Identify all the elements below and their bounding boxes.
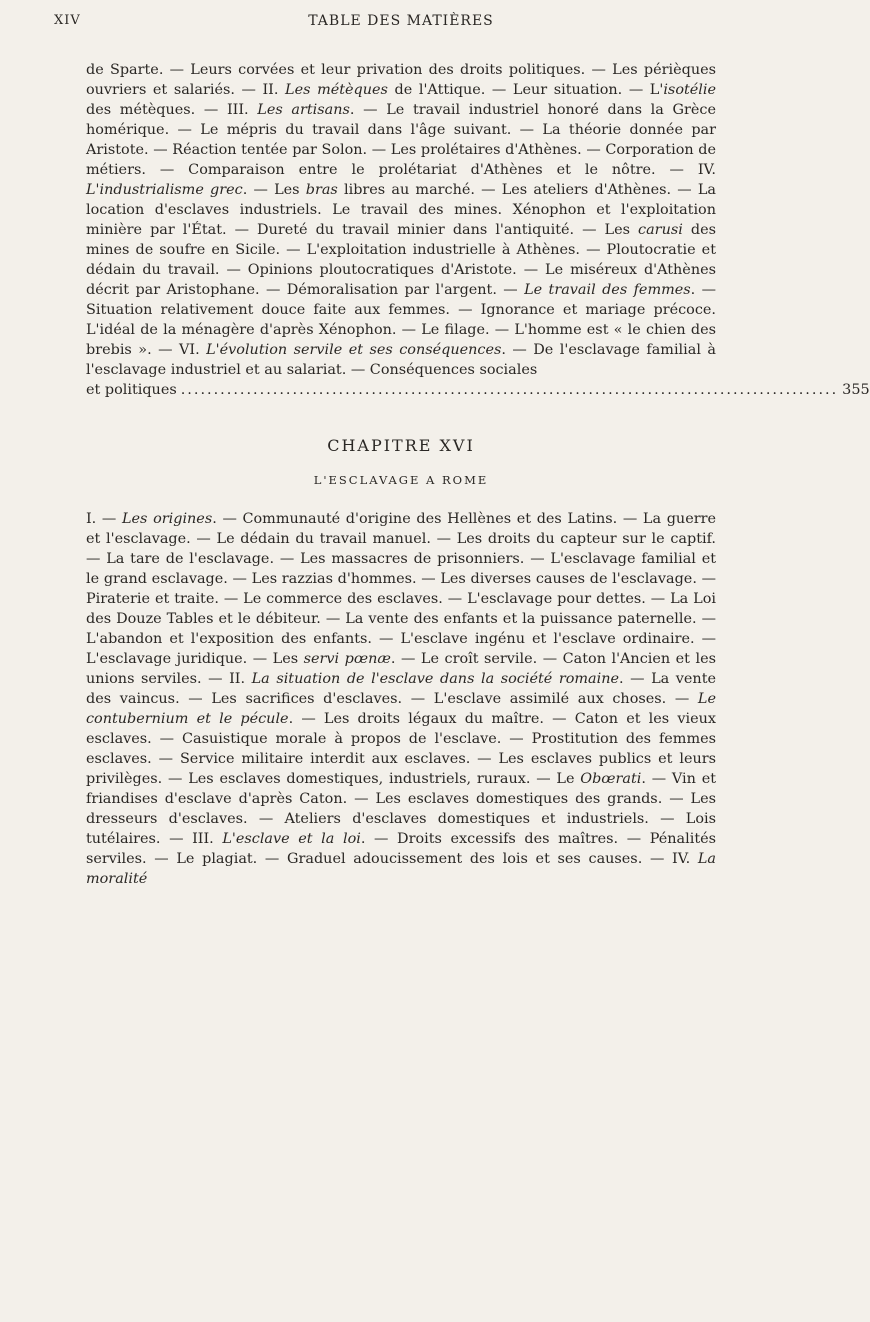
toc-entry-chapter-xv-summary: de Sparte. — Leurs corvées et leur privation des droits politiques. — Les périèques ouvriers et salariés. — II. Les métèques de l'Attique. — Leur situation. — L'isotélie des métèques. — III. Les artisans. — Le travail industriel honoré dans la Grèce homérique. — Le mépris du travail dans l'âge suivant. — La théorie donnée par Aristote. — Réaction tentée par Solon. — Les prolétaires d'Athènes. — Corporation de métiers. — Comparaison entre le prolétariat d'Athènes et le nôtre. — IV. L'industrialisme grec. — Les bras libres au marché. — Les ateliers d'Athènes. — La location d'esclaves industriels. Le travail des mines. Xénophon et l'exploitation minière par l'État. — Dureté du travail minier dans l'antiquité. — Les carusi des mines de soufre en Sicile. — L'exploitation industrielle à Athènes. — Ploutocratie et dédain du travail. — Opinions ploutocratiques d'Aristote. — Le miséreux d'Athènes décrit par Aristophane. — Démoralisation par l'argent. — Le travail des femmes. — Situation relativement douce faite aux femmes. — Ignorance et mariage précoce. L'idéal de la ménagère d'après Xénophon. — Le filage. — L'homme est « le chien des brebis ». — VI. L'évolution servile et ses conséquences. — De l'esclavage familial à l'esclavage industriel et au salariat. — Conséquences sociales — [86, 62, 717, 378]
toc-entry-page-line: et politiques .................................................................................................... 355 — [86, 382, 870, 398]
dot-leader: .................................................................................................... — [180, 382, 839, 398]
running-title: TABLE DES MATIÈRES — [308, 13, 494, 29]
toc-page-number: 355 — [842, 382, 870, 398]
running-head — [54, 0, 716, 60]
chapter-heading: CHAPITRE XVI — [327, 436, 475, 455]
page-number: XIV — [54, 13, 81, 28]
chapter-subtitle: L'ESCLAVAGE A ROME — [313, 473, 489, 487]
toc-entry-chapter-xvi-summary: I. — Les origines. — Communauté d'origine des Hellènes et des Latins. — La guerre et l'esclavage. — Le dédain du travail manuel. — Les droits du capteur sur le captif. — La tare de l'esclavage. — Les massacres de prisonniers. — L'esclavage familial et le grand esclavage. — Les razzias d'hommes. — Les diverses causes de l'esclavage. — Piraterie et traite. — Le commerce des esclaves. — L'esclavage pour dettes. — La Loi des Douze Tables et le débiteur. — La vente des enfants et la puissance paternelle. — L'abandon et l'exposition des enfants. — L'esclave ingénu et l'esclave ordinaire. — L'esclavage juridique. — Les servi pœnæ. — Le croît servile. — Caton l'Ancien et les unions serviles. — II. La situation de l'esclave dans la société romaine. — La vente des vaincus. — Les sacrifices d'esclaves. — L'esclave assimilé aux choses. — Le contubernium et le pécule. — Les droits légaux du maître. — Caton et les vieux esclaves. — Casuistique morale à propos de l'esclave. — Prostitution des femmes esclaves. — Service militaire interdit aux esclaves. — Les esclaves publics et leurs privilèges. — Les esclaves domestiques, industriels, ruraux. — Le Obœrati. — Vin et friandises d'esclave d'après Caton. — Les esclaves domestiques des grands. — Les dresseurs d'esclaves. — Ateliers d'esclaves domestiques et industriels. — Lois tutélaires. — III. L'esclave et la loi. — Droits excessifs des maîtres. — Pénalités serviles. — Le plagiat. — Graduel adoucissement des lois et ses causes. — IV. La moralité — [86, 511, 717, 887]
